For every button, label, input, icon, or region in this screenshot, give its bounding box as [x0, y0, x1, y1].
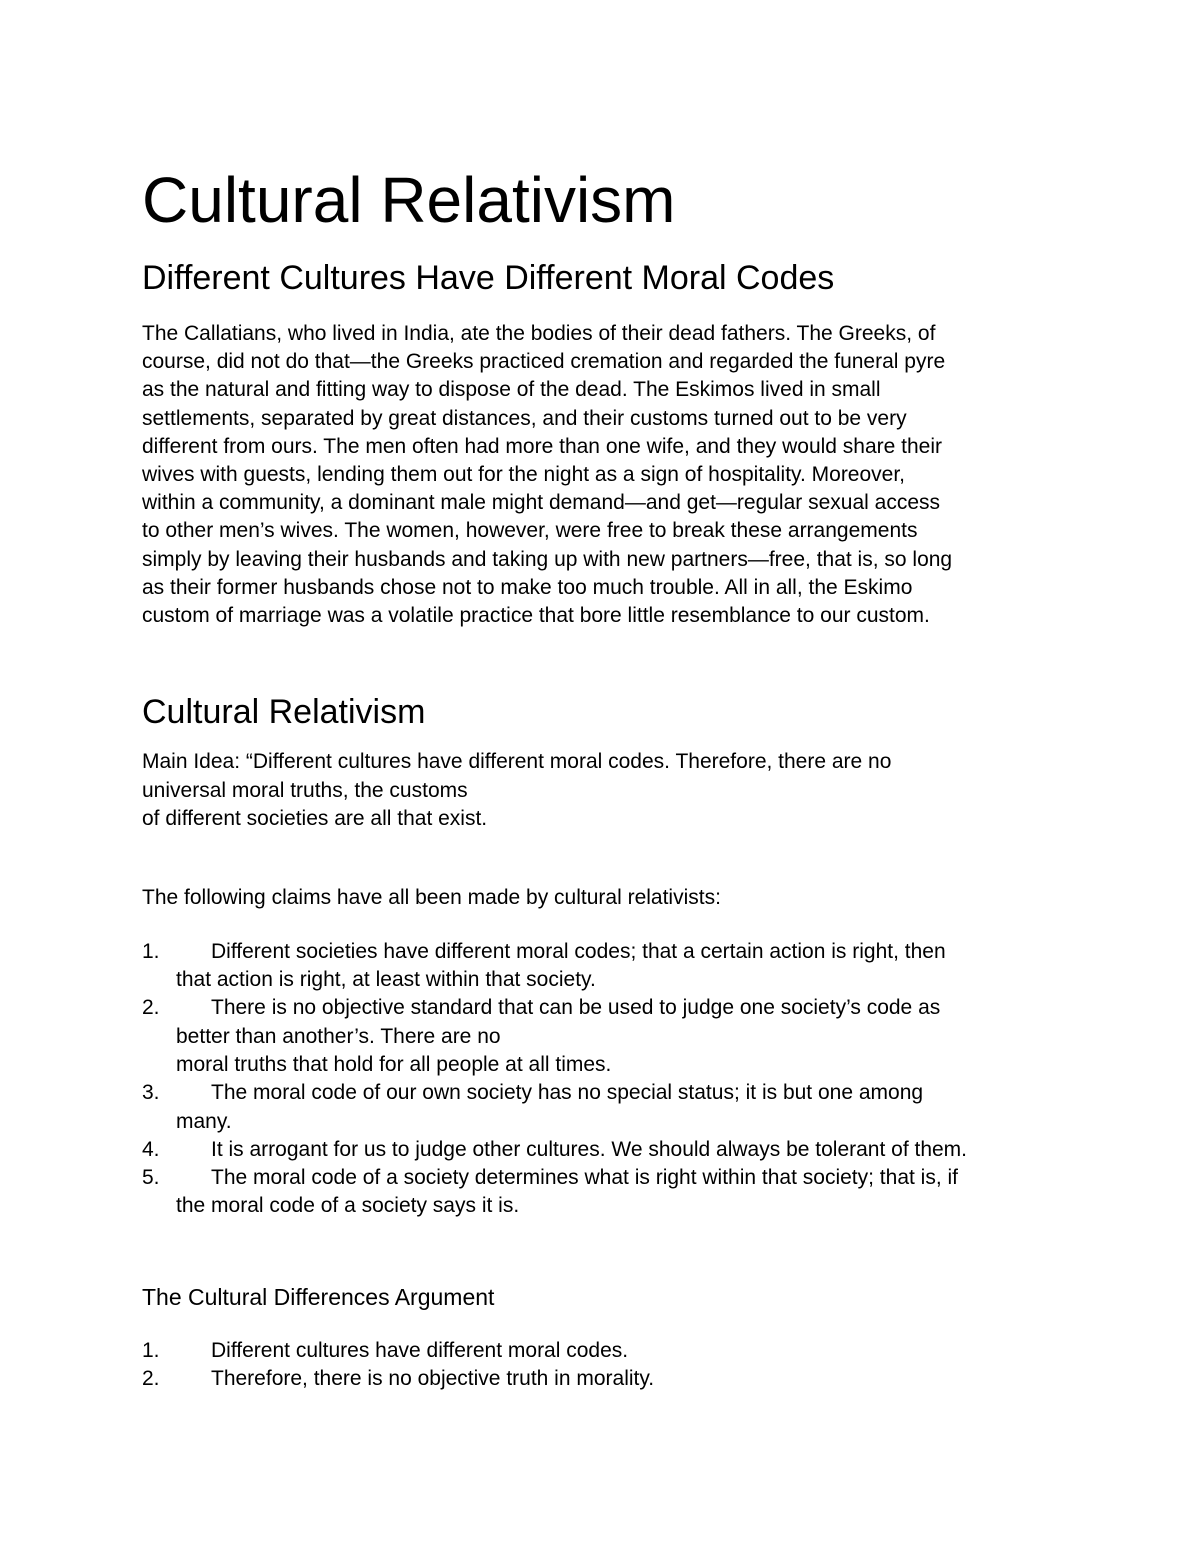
list-number: 3. [142, 1081, 160, 1105]
main-idea [142, 748, 1072, 834]
list-item [142, 938, 1072, 995]
list-item [142, 1079, 1072, 1136]
list-item [142, 994, 1072, 1079]
claims-list [142, 938, 1072, 1221]
document-page [142, 160, 1072, 1393]
list-number: 5. [142, 1166, 160, 1190]
argument-heading: The Cultural Differences Argument [142, 1283, 495, 1310]
list-item-text: The moral code of our own society has no special status; it is but one among many. [176, 1081, 924, 1133]
list-item-text: Different societies have different moral codes; that a certain action is right, then that action is right, at least within that society. [176, 939, 946, 992]
list-number: 1. [142, 1338, 160, 1362]
argument-list [142, 1337, 1072, 1394]
document-title: Cultural Relativism [142, 164, 676, 236]
list-item [142, 1164, 1072, 1221]
main-idea-line: universal moral truths, the customs [142, 778, 468, 802]
list-number: 2. [142, 996, 160, 1020]
list-item-text: Therefore, there is no objective truth in morality. [211, 1367, 655, 1390]
list-item-text: Different cultures have different moral codes. [211, 1338, 629, 1362]
list-item [142, 1136, 1072, 1164]
list-number: 2. [142, 1367, 160, 1390]
list-item-text: The moral code of a society determines what is right within that society; that is, if the moral code of a society says it is. [176, 1166, 958, 1218]
main-idea-line: Main Idea: “Different cultures have different moral codes. Therefore, there are no [142, 750, 892, 774]
list-number: 1. [142, 939, 160, 963]
main-idea-line: of different societies are all that exist. [142, 807, 488, 831]
list-item-text: There is no objective standard that can be used to judge one society’s code as better than another’s. There are no moral truths that hold for all people at all times. [176, 996, 941, 1076]
claims-intro: The following claims have all been made by cultural relativists: [142, 885, 721, 909]
list-item [142, 1337, 1072, 1365]
intro-paragraph: The Callatians, who lived in India, ate the bodies of their dead fathers. The Greeks, of course, did not do that—the Greeks practiced cremation and regarded the funeral pyre as the natural and fitting way to dispose of the dead. The Eskimos lived in small settlements, separated by great distances, and their customs turned out to be very different from ours. The men often had more than one wife, and they would share their wives with guests, lending them out for the night as a sign of hospitality. Moreover, within a community, a dominant male might demand—and get—regular sexual access to other men’s wives. The women, however, were free to break these arrangements simply by leaving their husbands and taking up with new partners—free, that is, so long as their former husbands chose not to make too much trouble. All in all, the Eskimo custom of marriage was a volatile practice that bore little resemblance to our custom. [142, 322, 953, 628]
document-subtitle: Different Cultures Have Different Moral Codes [142, 259, 835, 297]
section-heading: Cultural Relativism [142, 693, 426, 732]
list-number: 4. [142, 1137, 160, 1161]
list-item-text: It is arrogant for us to judge other cultures. We should always be tolerant of them. [211, 1137, 968, 1161]
list-item [142, 1365, 1072, 1393]
